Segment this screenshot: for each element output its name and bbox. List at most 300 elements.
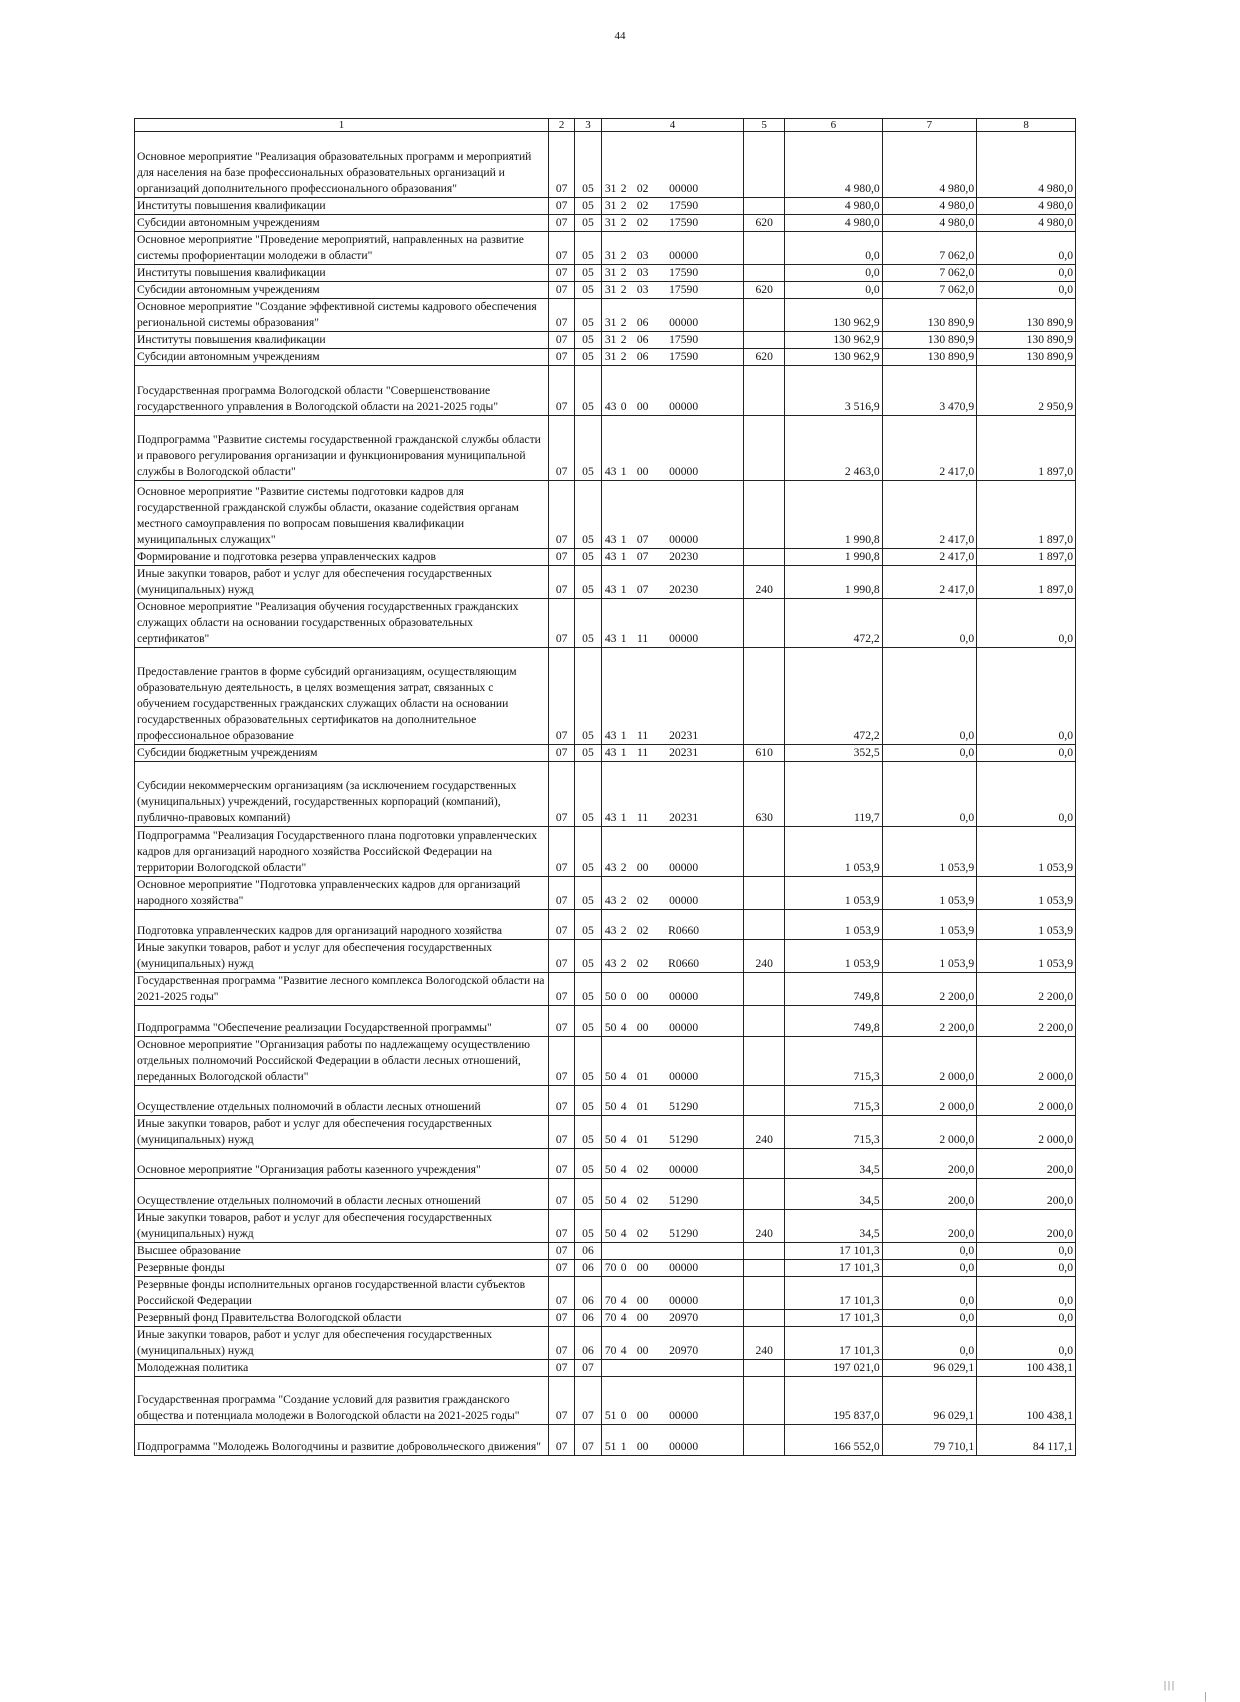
amount-2022: 96 029,1 — [882, 1377, 976, 1425]
amount-2021: 472,2 — [784, 599, 882, 648]
amount-2023: 4 980,0 — [977, 132, 1076, 198]
section-code: 07 — [548, 940, 574, 973]
target-article-part: 17590 — [669, 333, 699, 346]
target-article-part: 06 — [636, 350, 649, 363]
target-article-part: 70 — [604, 1294, 617, 1307]
amount-2022: 130 890,9 — [882, 332, 976, 349]
target-article-part: 2 — [620, 333, 627, 346]
section-code: 07 — [548, 1277, 574, 1310]
section-code: 07 — [548, 215, 574, 232]
target-article-part: 1 — [620, 811, 627, 824]
section-code: 07 — [548, 332, 574, 349]
target-article-code — [601, 366, 744, 416]
expense-type-code — [744, 232, 785, 265]
target-article-code — [601, 232, 744, 265]
target-article-part: 00 — [636, 1021, 649, 1034]
target-article-part: 50 — [604, 1227, 617, 1240]
amount-2023: 2 000,0 — [977, 1116, 1076, 1149]
target-article-part: 00 — [636, 1261, 649, 1274]
target-article-part: 01 — [636, 1070, 649, 1083]
amount-2023: 0,0 — [977, 1277, 1076, 1310]
amount-2022: 0,0 — [882, 648, 976, 745]
target-article-code — [601, 1037, 744, 1086]
table-row — [135, 366, 1076, 416]
row-name: Подготовка управленческих кадров для организаций народного хозяйства — [135, 910, 549, 940]
amount-2022: 2 417,0 — [882, 416, 976, 481]
table-row — [135, 282, 1076, 299]
target-article-part: 0 — [620, 400, 627, 413]
row-name: Основное мероприятие "Подготовка управленческих кадров для организаций народного хозяйства" — [135, 877, 549, 910]
table-row — [135, 1149, 1076, 1179]
target-article-part: 20230 — [669, 583, 699, 596]
target-article-part: 20970 — [669, 1311, 699, 1324]
amount-2022: 79 710,1 — [882, 1425, 976, 1456]
target-article-part: 00000 — [669, 861, 699, 874]
target-article-part: 31 — [604, 333, 617, 346]
target-article-part: 43 — [604, 729, 617, 742]
target-article-part: 02 — [636, 924, 649, 937]
target-article-code — [601, 215, 744, 232]
target-article-part: 31 — [604, 199, 617, 212]
subsection-code: 05 — [575, 1116, 601, 1149]
amount-2023: 0,0 — [977, 745, 1076, 762]
amount-2023: 130 890,9 — [977, 299, 1076, 332]
amount-2021: 4 980,0 — [784, 215, 882, 232]
subsection-code: 05 — [575, 366, 601, 416]
target-article-code — [601, 1360, 744, 1377]
amount-2022: 0,0 — [882, 762, 976, 827]
target-article-code — [601, 1377, 744, 1425]
expense-type-code — [744, 599, 785, 648]
amount-2023: 2 000,0 — [977, 1086, 1076, 1116]
expense-type-code: 240 — [744, 1327, 785, 1360]
target-article-part: 00000 — [669, 1163, 699, 1176]
table-row — [135, 745, 1076, 762]
row-name: Иные закупки товаров, работ и услуг для обеспечения государственных (муниципальных) нужд — [135, 940, 549, 973]
target-article-part: 01 — [636, 1100, 649, 1113]
amount-2023: 0,0 — [977, 232, 1076, 265]
row-name: Основное мероприятие "Развитие системы подготовки кадров для государственной гражданской службы области, оказание содействия органам местного самоуправления по вопросам повышения квалификации муниципальных служащих" — [135, 481, 549, 549]
amount-2021: 472,2 — [784, 648, 882, 745]
target-article-part: 01 — [636, 1133, 649, 1146]
target-article-part: 4 — [620, 1133, 627, 1146]
row-name: Субсидии некоммерческим организациям (за исключением государственных (муниципальных) учреждений, государственных корпораций (компаний), публично-правовых компаний) — [135, 762, 549, 827]
target-article-code — [601, 648, 744, 745]
amount-2021: 715,3 — [784, 1037, 882, 1086]
target-article-code — [601, 1243, 744, 1260]
expense-type-code: 620 — [744, 349, 785, 366]
amount-2022: 7 062,0 — [882, 265, 976, 282]
table-row — [135, 481, 1076, 549]
amount-2023: 1 897,0 — [977, 566, 1076, 599]
table-row — [135, 132, 1076, 198]
subsection-code: 05 — [575, 910, 601, 940]
amount-2023: 130 890,9 — [977, 332, 1076, 349]
row-name: Субсидии автономным учреждениям — [135, 215, 549, 232]
target-article-code — [601, 973, 744, 1006]
expense-type-code — [744, 1179, 785, 1210]
amount-2023: 1 897,0 — [977, 549, 1076, 566]
amount-2022: 7 062,0 — [882, 282, 976, 299]
row-name: Институты повышения квалификации — [135, 198, 549, 215]
table-row — [135, 940, 1076, 973]
section-code: 07 — [548, 648, 574, 745]
section-code: 07 — [548, 366, 574, 416]
target-article-part: 00000 — [669, 1021, 699, 1034]
target-article-part: 20231 — [669, 811, 699, 824]
expense-type-code: 240 — [744, 566, 785, 599]
row-name: Осуществление отдельных полномочий в области лесных отношений — [135, 1086, 549, 1116]
target-article-code — [601, 877, 744, 910]
subsection-code: 07 — [575, 1425, 601, 1456]
amount-2022: 0,0 — [882, 1243, 976, 1260]
target-article-part: 20230 — [669, 550, 699, 563]
amount-2023: 0,0 — [977, 1310, 1076, 1327]
subsection-code: 05 — [575, 1179, 601, 1210]
row-name: Подпрограмма "Развитие системы государственной гражданской службы области и правового регулирования организации и функционирования муниципальной службы в Вологодской области" — [135, 416, 549, 481]
section-code: 07 — [548, 198, 574, 215]
target-article-part: 1 — [620, 1440, 627, 1453]
target-article-part: 4 — [620, 1294, 627, 1307]
row-name: Субсидии бюджетным учреждениям — [135, 745, 549, 762]
column-number: 7 — [882, 119, 976, 132]
table-row — [135, 1327, 1076, 1360]
target-article-part: 43 — [604, 957, 617, 970]
target-article-part: 50 — [604, 1100, 617, 1113]
amount-2021: 715,3 — [784, 1116, 882, 1149]
target-article-part: 0 — [620, 1261, 627, 1274]
amount-2021: 715,3 — [784, 1086, 882, 1116]
target-article-code — [601, 566, 744, 599]
target-article-part: 43 — [604, 924, 617, 937]
target-article-part: 31 — [604, 283, 617, 296]
subsection-code: 06 — [575, 1310, 601, 1327]
target-article-part: 50 — [604, 1021, 617, 1034]
section-code: 07 — [548, 1425, 574, 1456]
target-article-part: 0 — [620, 990, 627, 1003]
expense-type-code — [744, 1425, 785, 1456]
target-article-part: 4 — [620, 1163, 627, 1176]
row-name: Основное мероприятие "Организация работы по надлежащему осуществлению отдельных полномочий Российской Федерации в области лесных отношений, переданных Вологодской области" — [135, 1037, 549, 1086]
target-article-part: 20231 — [669, 746, 699, 759]
target-article-part: 02 — [636, 957, 649, 970]
target-article-code — [601, 416, 744, 481]
subsection-code: 05 — [575, 215, 601, 232]
table-row — [135, 1310, 1076, 1327]
table-row — [135, 1086, 1076, 1116]
row-name: Основное мероприятие "Проведение мероприятий, направленных на развитие системы профориентации молодежи в области" — [135, 232, 549, 265]
target-article-part: R0660 — [668, 924, 700, 937]
target-article-part: 1 — [620, 583, 627, 596]
target-article-code — [601, 1260, 744, 1277]
amount-2021: 17 101,3 — [784, 1310, 882, 1327]
table-row — [135, 198, 1076, 215]
section-code: 07 — [548, 1179, 574, 1210]
target-article-part: 50 — [604, 1194, 617, 1207]
amount-2023: 0,0 — [977, 1327, 1076, 1360]
amount-2023: 0,0 — [977, 762, 1076, 827]
subsection-code: 05 — [575, 198, 601, 215]
amount-2021: 17 101,3 — [784, 1243, 882, 1260]
subsection-code: 05 — [575, 1149, 601, 1179]
row-name: Основное мероприятие "Создание эффективной системы кадрового обеспечения региональной системы образования" — [135, 299, 549, 332]
target-article-part: 1 — [620, 729, 627, 742]
subsection-code: 05 — [575, 827, 601, 877]
table-row — [135, 1277, 1076, 1310]
section-code: 07 — [548, 1360, 574, 1377]
table-row — [135, 1425, 1076, 1456]
row-name: Государственная программа "Развитие лесного комплекса Вологодской области на 2021-2025 годы" — [135, 973, 549, 1006]
expense-type-code — [744, 827, 785, 877]
target-article-part: 43 — [604, 400, 617, 413]
target-article-part: 00 — [636, 990, 649, 1003]
row-name: Иные закупки товаров, работ и услуг для обеспечения государственных (муниципальных) нужд — [135, 1210, 549, 1243]
row-name: Резервные фонды исполнительных органов государственной власти субъектов Российской Федерации — [135, 1277, 549, 1310]
amount-2021: 1 990,8 — [784, 481, 882, 549]
table-row — [135, 1210, 1076, 1243]
expense-type-code — [744, 648, 785, 745]
table-row — [135, 566, 1076, 599]
row-name: Государственная программа Вологодской области "Совершенствование государственного управления в Вологодской области на 2021-2025 годы" — [135, 366, 549, 416]
amount-2023: 200,0 — [977, 1179, 1076, 1210]
expense-type-code — [744, 332, 785, 349]
amount-2022: 200,0 — [882, 1149, 976, 1179]
row-name: Основное мероприятие "Реализация обучения государственных гражданских служащих области на основании государственных образовательных сертификатов" — [135, 599, 549, 648]
table-row — [135, 648, 1076, 745]
amount-2021: 119,7 — [784, 762, 882, 827]
amount-2021: 130 962,9 — [784, 332, 882, 349]
target-article-part: 00 — [636, 1294, 649, 1307]
section-code: 07 — [548, 1377, 574, 1425]
target-article-part: 51290 — [669, 1194, 699, 1207]
subsection-code: 05 — [575, 132, 601, 198]
target-article-part: 00 — [636, 465, 649, 478]
amount-2022: 2 417,0 — [882, 481, 976, 549]
target-article-code — [601, 1425, 744, 1456]
target-article-part: 43 — [604, 861, 617, 874]
amount-2022: 0,0 — [882, 1260, 976, 1277]
target-article-code — [601, 910, 744, 940]
amount-2022: 0,0 — [882, 1327, 976, 1360]
amount-2022: 1 053,9 — [882, 877, 976, 910]
section-code: 07 — [548, 910, 574, 940]
amount-2022: 200,0 — [882, 1179, 976, 1210]
target-article-part: 31 — [604, 249, 617, 262]
target-article-part: 02 — [636, 1227, 649, 1240]
subsection-code: 05 — [575, 599, 601, 648]
section-code: 07 — [548, 1037, 574, 1086]
target-article-part: 1 — [620, 632, 627, 645]
target-article-part: 51290 — [669, 1227, 699, 1240]
amount-2022: 1 053,9 — [882, 910, 976, 940]
target-article-part: 31 — [604, 182, 617, 195]
budget-table — [134, 118, 1076, 1456]
amount-2023: 200,0 — [977, 1210, 1076, 1243]
target-article-code — [601, 940, 744, 973]
section-code: 07 — [548, 1243, 574, 1260]
target-article-part: 2 — [620, 182, 627, 195]
table-row — [135, 599, 1076, 648]
expense-type-code — [744, 1149, 785, 1179]
target-article-part: 50 — [604, 1070, 617, 1083]
target-article-code — [601, 1116, 744, 1149]
table-row — [135, 1179, 1076, 1210]
table-row — [135, 1377, 1076, 1425]
section-code: 07 — [548, 299, 574, 332]
target-article-part: 00000 — [669, 632, 699, 645]
amount-2022: 1 053,9 — [882, 940, 976, 973]
expense-type-code — [744, 481, 785, 549]
target-article-part: 00000 — [669, 1070, 699, 1083]
amount-2021: 352,5 — [784, 745, 882, 762]
subsection-code: 07 — [575, 1360, 601, 1377]
table-row — [135, 1360, 1076, 1377]
amount-2023: 4 980,0 — [977, 215, 1076, 232]
amount-2022: 4 980,0 — [882, 198, 976, 215]
subsection-code: 05 — [575, 762, 601, 827]
row-name: Молодежная политика — [135, 1360, 549, 1377]
target-article-part: 2 — [620, 316, 627, 329]
target-article-part: 4 — [620, 1021, 627, 1034]
amount-2022: 130 890,9 — [882, 349, 976, 366]
expense-type-code: 620 — [744, 282, 785, 299]
table-row — [135, 549, 1076, 566]
target-article-code — [601, 1006, 744, 1037]
target-article-part: 00 — [636, 861, 649, 874]
section-code: 07 — [548, 745, 574, 762]
table-row — [135, 1037, 1076, 1086]
amount-2023: 0,0 — [977, 599, 1076, 648]
target-article-part: 1 — [620, 533, 627, 546]
target-article-part: 00 — [636, 1344, 649, 1357]
target-article-part: 43 — [604, 894, 617, 907]
subsection-code: 05 — [575, 265, 601, 282]
target-article-part: 00000 — [669, 894, 699, 907]
table-row — [135, 877, 1076, 910]
row-name: Институты повышения квалификации — [135, 265, 549, 282]
target-article-part: 4 — [620, 1070, 627, 1083]
amount-2021: 17 101,3 — [784, 1260, 882, 1277]
target-article-part: 11 — [637, 811, 649, 824]
target-article-code — [601, 599, 744, 648]
amount-2021: 749,8 — [784, 1006, 882, 1037]
amount-2021: 0,0 — [784, 265, 882, 282]
amount-2022: 200,0 — [882, 1210, 976, 1243]
amount-2023: 100 438,1 — [977, 1377, 1076, 1425]
amount-2022: 130 890,9 — [882, 299, 976, 332]
row-name: Резервные фонды — [135, 1260, 549, 1277]
target-article-part: 2 — [620, 957, 627, 970]
target-article-part: 70 — [604, 1261, 617, 1274]
expense-type-code — [744, 549, 785, 566]
subsection-code: 06 — [575, 1277, 601, 1310]
target-article-part: 1 — [620, 746, 627, 759]
amount-2023: 200,0 — [977, 1149, 1076, 1179]
expense-type-code — [744, 910, 785, 940]
section-code: 07 — [548, 282, 574, 299]
subsection-code: 05 — [575, 940, 601, 973]
amount-2023: 1 053,9 — [977, 827, 1076, 877]
target-article-part: 43 — [604, 746, 617, 759]
amount-2022: 96 029,1 — [882, 1360, 976, 1377]
column-number-row — [135, 119, 1076, 132]
target-article-part: 03 — [636, 266, 649, 279]
table-row — [135, 416, 1076, 481]
amount-2022: 4 980,0 — [882, 132, 976, 198]
target-article-part: 11 — [637, 746, 649, 759]
target-article-part: 00 — [636, 1440, 649, 1453]
expense-type-code — [744, 1377, 785, 1425]
subsection-code: 07 — [575, 1377, 601, 1425]
expense-type-code — [744, 1006, 785, 1037]
target-article-part: 00000 — [669, 1440, 699, 1453]
column-number: 6 — [784, 119, 882, 132]
section-code: 07 — [548, 132, 574, 198]
amount-2023: 1 897,0 — [977, 481, 1076, 549]
amount-2022: 0,0 — [882, 1310, 976, 1327]
amount-2023: 0,0 — [977, 1243, 1076, 1260]
row-name: Иные закупки товаров, работ и услуг для обеспечения государственных (муниципальных) нужд — [135, 1116, 549, 1149]
row-name: Иные закупки товаров, работ и услуг для обеспечения государственных (муниципальных) нужд — [135, 566, 549, 599]
expense-type-code — [744, 973, 785, 1006]
target-article-part: 11 — [637, 729, 649, 742]
row-name: Основное мероприятие "Реализация образовательных программ и мероприятий для населения на базе профессиональных образовательных организаций и организаций дополнительного профессионального образования" — [135, 132, 549, 198]
amount-2022: 1 053,9 — [882, 827, 976, 877]
target-article-code — [601, 549, 744, 566]
target-article-part: 00000 — [669, 465, 699, 478]
target-article-part: 4 — [620, 1311, 627, 1324]
expense-type-code — [744, 1243, 785, 1260]
table-body — [135, 132, 1076, 1456]
target-article-part: 06 — [636, 333, 649, 346]
row-name: Субсидии автономным учреждениям — [135, 282, 549, 299]
subsection-code: 06 — [575, 1327, 601, 1360]
target-article-code — [601, 282, 744, 299]
table-row — [135, 265, 1076, 282]
subsection-code: 05 — [575, 877, 601, 910]
expense-type-code — [744, 416, 785, 481]
expense-type-code: 240 — [744, 1210, 785, 1243]
section-code: 07 — [548, 566, 574, 599]
target-article-part: 00000 — [669, 249, 699, 262]
target-article-code — [601, 745, 744, 762]
amount-2021: 34,5 — [784, 1149, 882, 1179]
table-row — [135, 762, 1076, 827]
table-row — [135, 910, 1076, 940]
expense-type-code — [744, 299, 785, 332]
target-article-part: 00000 — [669, 1294, 699, 1307]
section-code: 07 — [548, 827, 574, 877]
target-article-part: 17590 — [669, 266, 699, 279]
column-number: 8 — [977, 119, 1076, 132]
target-article-part: 43 — [604, 550, 617, 563]
amount-2023: 0,0 — [977, 1260, 1076, 1277]
target-article-part: R0660 — [668, 957, 700, 970]
target-article-part: 00000 — [669, 1261, 699, 1274]
subsection-code: 05 — [575, 549, 601, 566]
table-row — [135, 215, 1076, 232]
section-code: 07 — [548, 1116, 574, 1149]
expense-type-code: 610 — [744, 745, 785, 762]
target-article-part: 43 — [604, 465, 617, 478]
target-article-part: 50 — [604, 990, 617, 1003]
target-article-part: 2 — [620, 283, 627, 296]
section-code: 07 — [548, 599, 574, 648]
amount-2022: 0,0 — [882, 599, 976, 648]
expense-type-code — [744, 877, 785, 910]
target-article-code — [601, 1277, 744, 1310]
target-article-part: 43 — [604, 533, 617, 546]
